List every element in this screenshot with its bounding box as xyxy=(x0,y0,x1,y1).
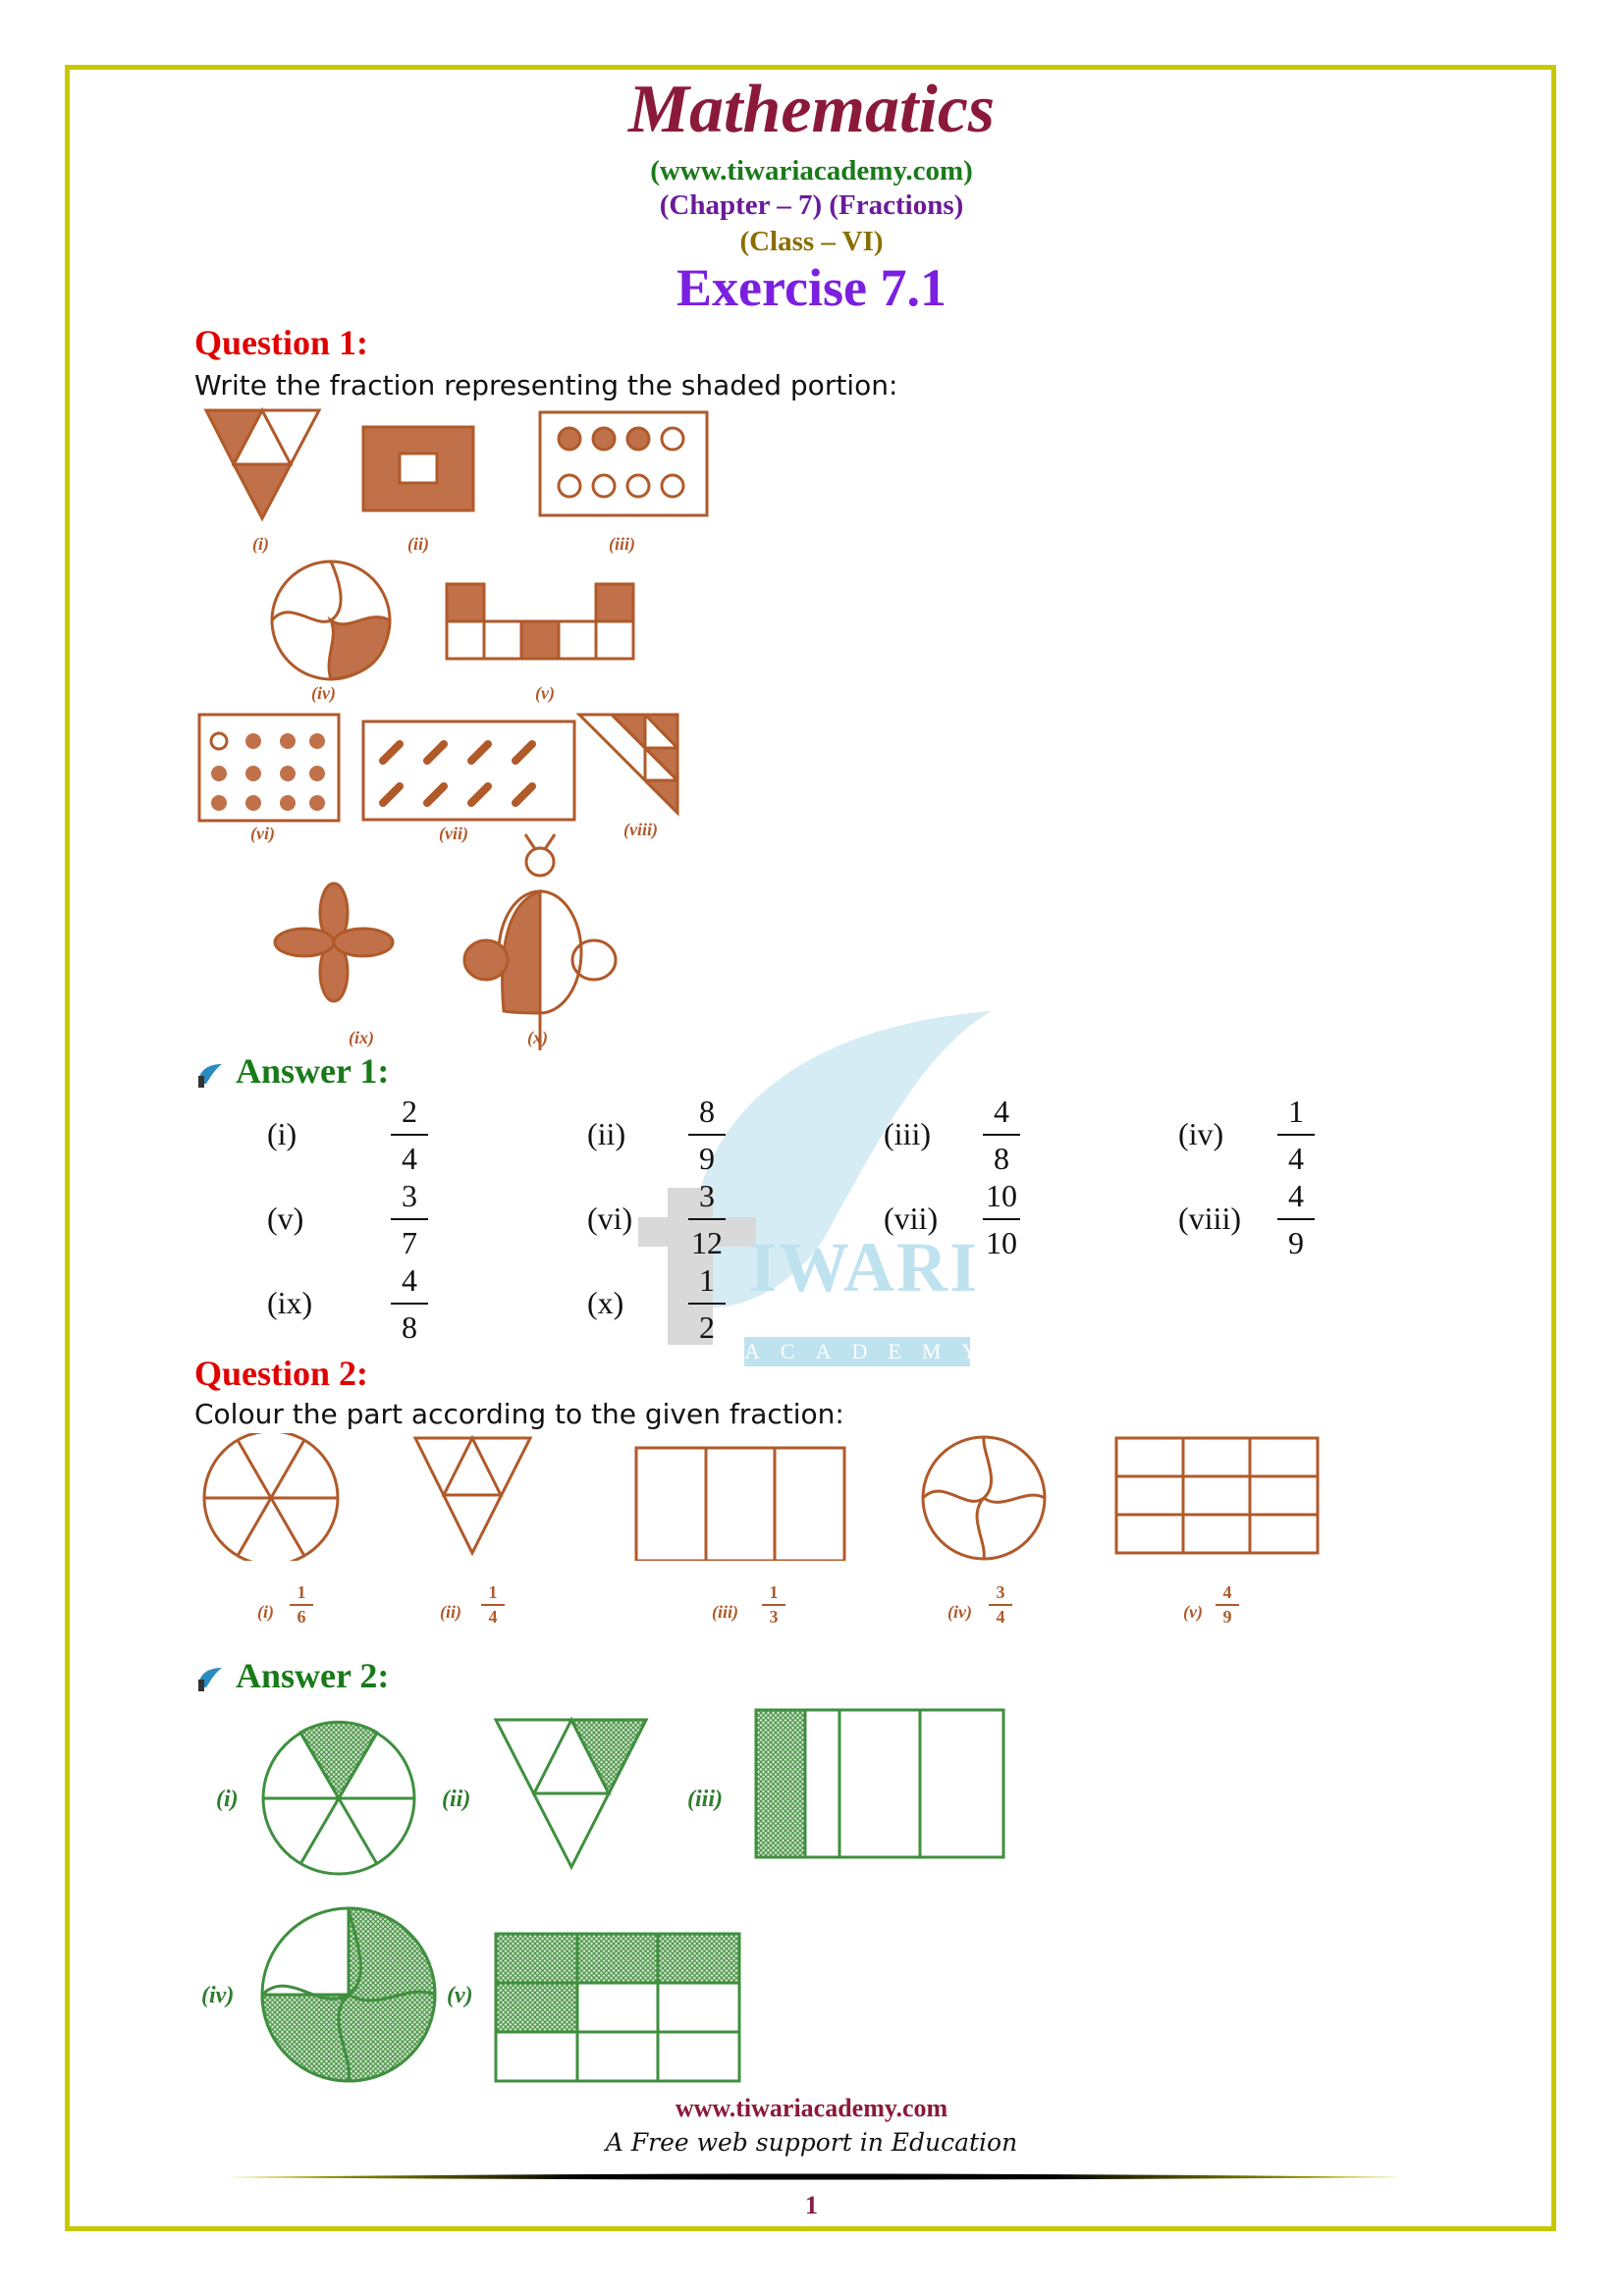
fraction-denominator: 9 xyxy=(1288,1225,1304,1260)
figure-vi-flowers xyxy=(199,715,339,821)
fraction-denominator: 4 xyxy=(1288,1141,1304,1176)
figure-iii-circles xyxy=(540,412,707,515)
question2-text: Colour the part according to the given fraction: xyxy=(194,1398,844,1430)
fraction-bar xyxy=(391,1134,428,1136)
question2-figures xyxy=(196,1433,1325,1561)
fraction-numerator: 4 xyxy=(994,1094,1009,1129)
fraction-numerator: 2 xyxy=(402,1094,417,1129)
fraction-denominator: 9 xyxy=(699,1141,715,1176)
a2-figure-iii-rectangle xyxy=(756,1710,1003,1857)
q2-figure-iv-circle xyxy=(923,1437,1045,1559)
footer-divider xyxy=(226,2172,1404,2182)
exercise-title: Exercise 7.1 xyxy=(676,258,947,317)
page-title: Mathematics xyxy=(627,72,996,147)
fraction-denominator: 2 xyxy=(699,1309,715,1345)
figure-x-butterfly xyxy=(464,834,616,1050)
fraction-numerator: 4 xyxy=(1288,1178,1304,1213)
answer1-fraction xyxy=(385,1092,434,1178)
q2-caption-fraction xyxy=(481,1582,505,1628)
fraction-bar xyxy=(983,1218,1020,1220)
fraction-bar xyxy=(688,1218,726,1220)
q1-label-ix: (ix) xyxy=(349,1028,374,1047)
fraction-bar xyxy=(391,1303,428,1305)
q2-figure-v-grid xyxy=(1116,1438,1318,1553)
fraction-bar xyxy=(290,1604,313,1606)
figure-i-triangle xyxy=(206,410,319,518)
figure-iv-circle xyxy=(272,561,390,679)
fraction-numerator: 1 xyxy=(488,1582,498,1602)
answer2-figures xyxy=(196,1698,1041,2091)
fraction-denominator: 4 xyxy=(996,1607,1005,1627)
answer1-label: (x) xyxy=(587,1285,624,1320)
fraction-numerator: 8 xyxy=(699,1094,715,1129)
fraction-numerator: 3 xyxy=(996,1582,1005,1602)
answer1-fraction xyxy=(682,1092,731,1178)
fraction-denominator: 8 xyxy=(402,1309,417,1345)
fraction-numerator: 4 xyxy=(402,1262,417,1298)
q1-label-iv: (iv) xyxy=(311,683,336,703)
a2-label-iii: (iii) xyxy=(687,1787,723,1812)
answer1-label: (iii) xyxy=(884,1116,931,1151)
q2-figure-ii-triangle xyxy=(415,1438,530,1553)
fraction-numerator: 3 xyxy=(402,1178,417,1213)
fraction-numerator: 1 xyxy=(297,1582,306,1602)
fraction-numerator: 10 xyxy=(986,1178,1017,1213)
q1-label-i: (i) xyxy=(252,534,269,554)
answer1-fraction xyxy=(385,1176,434,1262)
fraction-numerator: 1 xyxy=(699,1262,715,1298)
q1-label-v: (v) xyxy=(535,683,555,703)
fraction-bar xyxy=(1216,1604,1239,1606)
answer1-label: (i) xyxy=(267,1116,298,1151)
watermark-sub: ACADEMY xyxy=(744,1337,970,1366)
fraction-denominator: 8 xyxy=(994,1141,1009,1176)
answer2-heading: Answer 2: xyxy=(236,1656,390,1695)
watermark-brand: IWARI xyxy=(749,1228,980,1307)
q2-caption-label: (ii) xyxy=(440,1602,461,1622)
page-number: 1 xyxy=(805,2191,818,2219)
question1-figures xyxy=(191,402,722,1050)
footer-website[interactable]: www.tiwariacademy.com xyxy=(675,2094,948,2122)
q2-caption-label: (v) xyxy=(1183,1602,1203,1622)
answer1-fraction xyxy=(977,1176,1026,1262)
figure-v-squares xyxy=(447,584,633,659)
fraction-denominator: 4 xyxy=(488,1607,498,1627)
answer1-label: (ix) xyxy=(267,1285,313,1320)
fraction-bar xyxy=(688,1303,726,1305)
question2-heading: Question 2: xyxy=(194,1354,369,1393)
q1-label-viii: (viii) xyxy=(623,820,658,839)
answer1-label: (iv) xyxy=(1178,1116,1224,1151)
q1-label-vii: (vii) xyxy=(439,824,468,843)
answer1-heading: Answer 1: xyxy=(236,1051,390,1091)
footer-tagline: A Free web support in Education xyxy=(605,2128,1018,2157)
q2-caption-fraction xyxy=(762,1582,785,1628)
fraction-bar xyxy=(1277,1134,1315,1136)
answer1-label: (vi) xyxy=(587,1201,633,1236)
fraction-denominator: 9 xyxy=(1222,1607,1232,1627)
answer1-fraction xyxy=(682,1260,731,1347)
fraction-denominator: 3 xyxy=(769,1607,779,1627)
answer1-label: (vii) xyxy=(884,1201,939,1236)
a2-label-ii: (ii) xyxy=(442,1787,471,1812)
fraction-numerator: 4 xyxy=(1222,1582,1232,1602)
fraction-bar xyxy=(1277,1218,1315,1220)
answer1-fraction xyxy=(977,1092,1026,1178)
fraction-numerator: 3 xyxy=(699,1178,715,1213)
q2-caption-label: (i) xyxy=(257,1602,274,1622)
a2-figure-iv-circle xyxy=(262,1908,435,2081)
answer1-fraction xyxy=(1271,1092,1321,1178)
fraction-numerator: 1 xyxy=(769,1582,779,1602)
a2-figure-v-grid xyxy=(496,1934,739,2081)
answer1-label: (ii) xyxy=(587,1116,626,1151)
fraction-denominator: 4 xyxy=(402,1141,417,1176)
q2-caption-label: (iv) xyxy=(947,1602,972,1622)
q1-label-iii: (iii) xyxy=(609,534,635,554)
answer1-fraction xyxy=(682,1176,731,1262)
question1-heading: Question 1: xyxy=(194,323,369,362)
q2-caption-label: (iii) xyxy=(712,1602,738,1622)
answer1-label: (v) xyxy=(267,1201,304,1236)
fraction-bar xyxy=(762,1604,785,1606)
a2-figure-i-circle xyxy=(263,1722,414,1874)
question1-text: Write the fraction representing the shaded portion: xyxy=(194,369,898,401)
answer2-logo-icon xyxy=(196,1666,224,1691)
answer1-fraction xyxy=(1271,1176,1321,1262)
a2-label-i: (i) xyxy=(216,1787,239,1812)
q1-label-x: (x) xyxy=(527,1028,548,1047)
fraction-denominator: 12 xyxy=(691,1225,723,1260)
fraction-bar xyxy=(688,1134,726,1136)
class-subtitle: (Class – VI) xyxy=(739,226,884,257)
q2-caption-fraction xyxy=(290,1582,313,1628)
fraction-bar xyxy=(989,1604,1012,1606)
figure-viii-triangle xyxy=(579,715,677,813)
fraction-bar xyxy=(481,1604,505,1606)
q2-figure-iii-rectangle xyxy=(636,1448,844,1561)
chapter-subtitle: (Chapter – 7) (Fractions) xyxy=(659,189,964,221)
fraction-numerator: 1 xyxy=(1288,1094,1304,1129)
q1-label-ii: (ii) xyxy=(407,534,429,554)
figure-ii-rectangle xyxy=(363,427,473,510)
q1-label-vi: (vi) xyxy=(250,824,275,843)
answer1-label: (viii) xyxy=(1178,1201,1241,1236)
figure-vii-pencils xyxy=(363,721,574,820)
fraction-denominator: 10 xyxy=(986,1225,1017,1260)
answer1-fraction xyxy=(385,1260,434,1347)
fraction-denominator: 6 xyxy=(297,1607,306,1627)
fraction-bar xyxy=(391,1218,428,1220)
a2-label-v: (v) xyxy=(447,1983,473,2008)
a2-figure-ii-triangle xyxy=(496,1720,646,1867)
website-subtitle: (www.tiwariacademy.com) xyxy=(650,155,973,187)
q2-caption-fraction xyxy=(989,1582,1012,1628)
figure-ix-flower xyxy=(275,883,393,1001)
answer1-logo-icon xyxy=(196,1062,224,1088)
a2-label-iv: (iv) xyxy=(201,1983,235,2008)
fraction-bar xyxy=(983,1134,1020,1136)
q2-figure-i-circle xyxy=(204,1433,338,1561)
q2-caption-fraction xyxy=(1216,1582,1239,1628)
fraction-denominator: 7 xyxy=(402,1225,417,1260)
